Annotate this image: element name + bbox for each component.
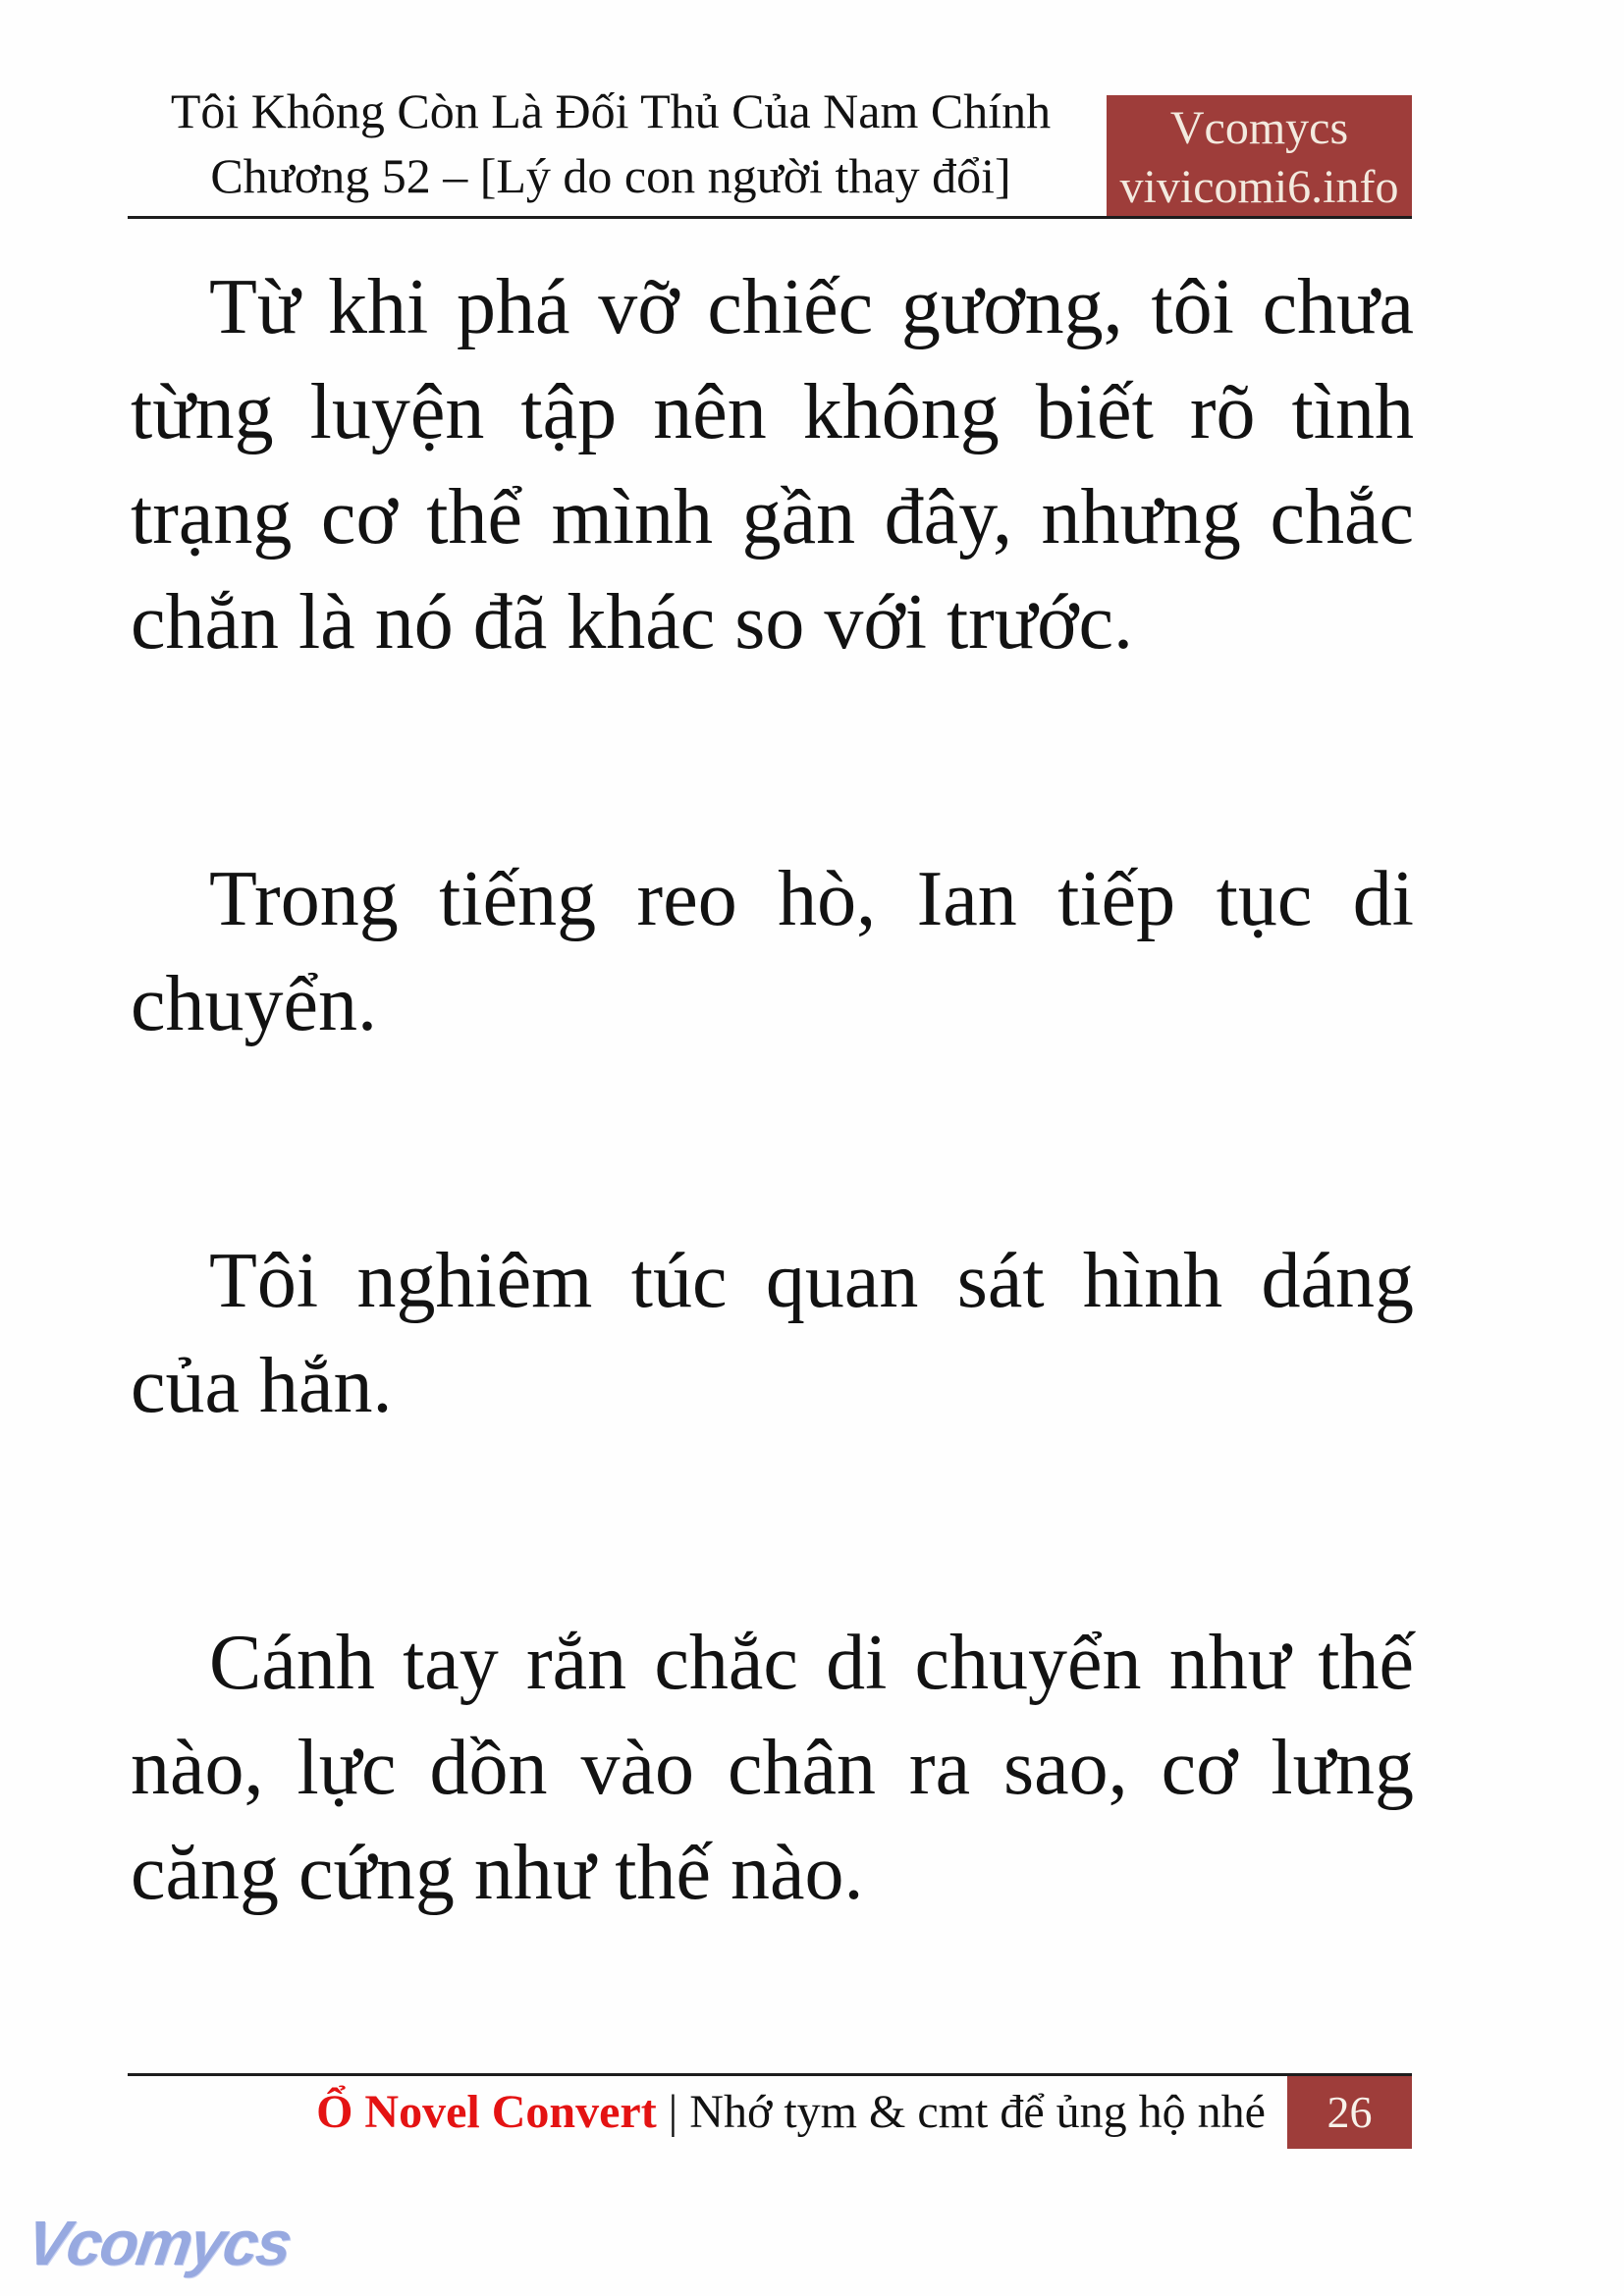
translator-name: Vcomycs xyxy=(1169,102,1349,154)
paragraph-4: Cánh tay rắn chắc di chuyển như thế nào, lực dồn vào chân ra sao, cơ lưng căng cứng như thế nào. xyxy=(131,1620,1414,1916)
chapter-content xyxy=(131,255,1414,1926)
header-divider xyxy=(128,216,1412,219)
chapter-title: Chương 52 – [Lý do con người thay đổi] xyxy=(210,148,1011,203)
page-number-badge xyxy=(1287,2076,1412,2149)
translator-badge xyxy=(1107,95,1412,219)
translator-site: vivicomi6.info xyxy=(1119,161,1399,213)
page-footer xyxy=(128,2076,1412,2149)
converter-brand: Ổ Novel Convert xyxy=(316,2086,657,2138)
paragraph-2: Trong tiếng reo hò, Ian tiếp tục di chuyển. xyxy=(131,856,1414,1047)
footer-note xyxy=(128,2076,1287,2149)
paragraph-1: Từ khi phá vỡ chiếc gương, tôi chưa từng luyện tập nên không biết rõ tình trạng cơ thể mình gần đây, nhưng chắc chắn là nó đã khác so với trước. xyxy=(131,264,1414,666)
vcomycs-logo-text: Vcomycs xyxy=(22,2208,296,2278)
novel-title: Tôi Không Còn Là Đối Thủ Của Nam Chính xyxy=(170,83,1052,138)
footer-message: Nhớ tym & cmt để ủng hộ nhé xyxy=(689,2086,1266,2138)
page-header xyxy=(126,79,1096,208)
vcomycs-logo-watermark xyxy=(23,2207,295,2279)
page-number: 26 xyxy=(1326,2087,1373,2137)
paragraph-3: Tôi nghiêm túc quan sát hình dáng của hắn. xyxy=(131,1238,1414,1429)
footer-separator: | xyxy=(668,2086,678,2138)
